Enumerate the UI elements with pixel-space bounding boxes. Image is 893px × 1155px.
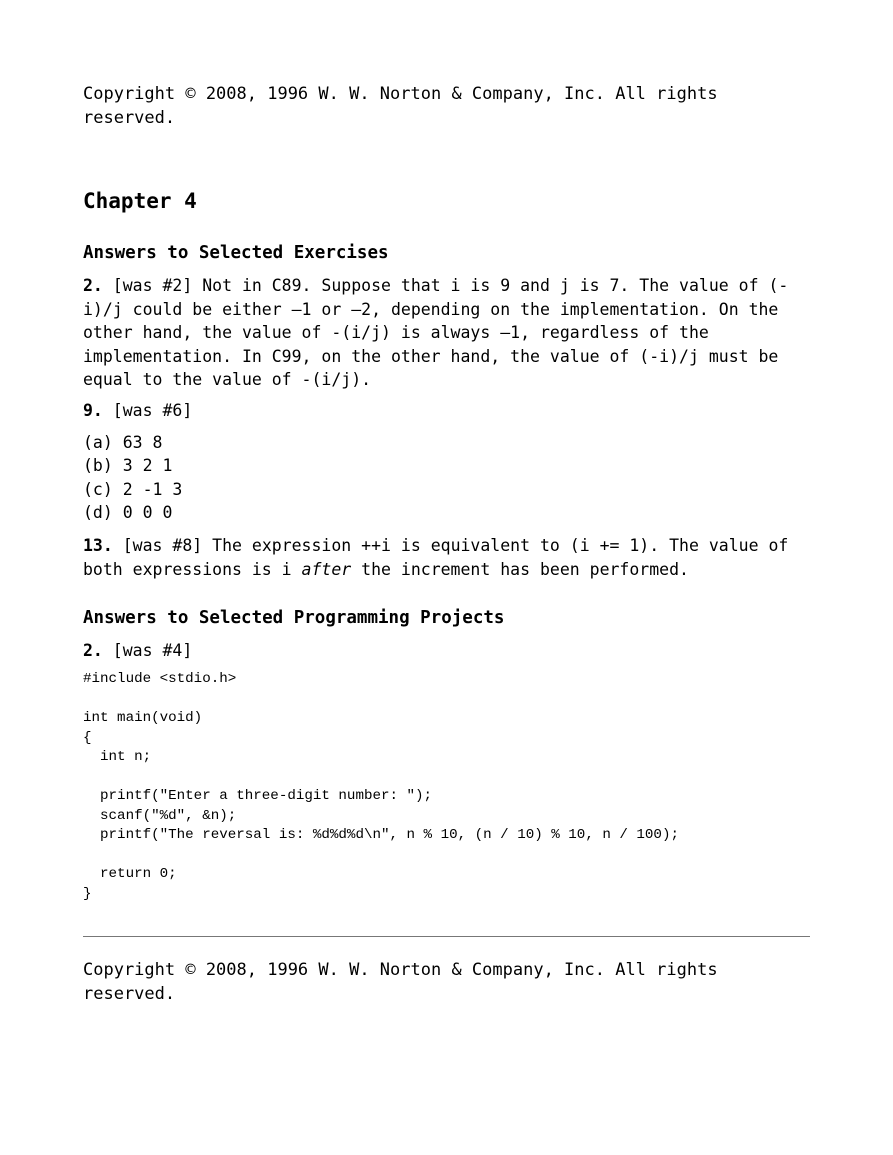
exercises-section-title: Answers to Selected Exercises: [83, 243, 389, 263]
list-item: (d) 0 0 0: [83, 502, 173, 522]
list-item: (b) 3 2 1: [83, 456, 173, 476]
horizontal-divider: [83, 936, 810, 937]
emphasis-text: after: [301, 559, 352, 579]
exercise-text: [was #2] Not in C89. Suppose that i is 9 and j is 7. The value of (-i)/j could be either –1 or –2, depending on the implementation. On the other hand, the value of -(i/j) is always –1, regardless of the implementation. In C99, on the other hand, the value of (-i)/j must be equal to the value of -(i/j).: [83, 276, 789, 389]
list-item: (c) 2 -1 3: [83, 479, 183, 499]
exercise-text: the increment has been performed.: [351, 559, 689, 579]
copyright-footer: Copyright © 2008, 1996 W. W. Norton & Company, Inc. All rights reserved.: [83, 960, 718, 1004]
exercise-9-answer: [83, 399, 810, 423]
exercise-13-answer: [83, 534, 810, 581]
copyright-header: Copyright © 2008, 1996 W. W. Norton & Company, Inc. All rights reserved.: [83, 84, 718, 128]
exercise-number: 9.: [83, 401, 103, 420]
code-listing: #include <stdio.h> int main(void) { int n; printf("Enter a three-digit number: "); scanf("%d", &n); printf("The reversal is: %d%d%d\n", n % 10, (n / 10) % 10, n / 100); return 0; }: [83, 671, 679, 902]
exercise-number: 13.: [83, 536, 113, 555]
exercise-number: 2.: [83, 276, 103, 295]
list-item: (a) 63 8: [83, 433, 163, 452]
project-2-answer: [83, 639, 810, 663]
exercise-text: [was #6]: [102, 401, 193, 420]
exercise-text: [was #8] The expression ++i is equivalent to (i += 1). The value of both expressions is i: [83, 536, 789, 579]
projects-section-title: Answers to Selected Programming Projects: [83, 608, 505, 628]
project-number: 2.: [83, 641, 103, 660]
project-text: [was #4]: [102, 641, 193, 660]
exercise-2-answer: [83, 274, 810, 392]
exercise-9-answer-list: [83, 431, 182, 524]
chapter-title: Chapter 4: [83, 189, 197, 213]
